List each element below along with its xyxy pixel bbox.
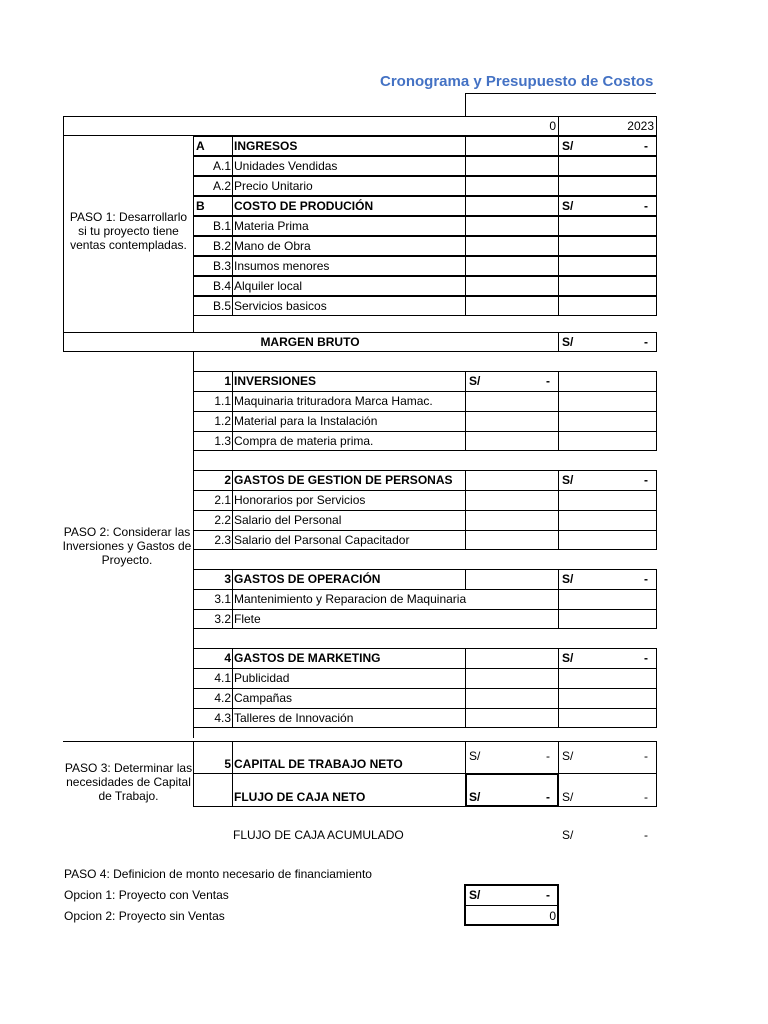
flujo-acumulado-label: FLUJO DE CAJA ACUMULADO [233, 828, 404, 842]
section-label: GASTOS DE GESTION DE PERSONAS [234, 473, 453, 487]
item-code: 2.2 [214, 513, 231, 527]
row-label: Mano de Obra [234, 239, 311, 253]
row-code: B.5 [212, 299, 231, 313]
item-code: 4.3 [214, 711, 231, 725]
item-code: 1.3 [214, 434, 231, 448]
capital-label: CAPITAL DE TRABAJO NETO [234, 757, 403, 771]
row-code: A.2 [212, 179, 231, 193]
item-label: Salario del Parsonal Capacitador [234, 533, 410, 547]
item-label: Talleres de Innovación [234, 711, 354, 725]
item-label: Campañas [234, 691, 293, 705]
section-code: 4 [224, 651, 231, 665]
item-code: 4.1 [214, 671, 231, 685]
row-total: S/ - [562, 139, 648, 153]
item-code: 2.3 [214, 533, 231, 547]
row-code: B.1 [212, 219, 231, 233]
section-code: 2 [224, 473, 231, 487]
section-total: S/ - [562, 572, 648, 586]
capital-value-2023: S/ - [562, 749, 648, 763]
section-label: GASTOS DE MARKETING [234, 651, 381, 665]
row-label: COSTO DE PRODUCIÓN [234, 199, 374, 213]
section-code: 3 [224, 572, 231, 586]
opcion2-value: 0 [549, 909, 556, 923]
item-label: Salario del Personal [234, 513, 342, 527]
row-label: Precio Unitario [234, 179, 313, 193]
item-label: Mantenimiento y Reparacion de Maquinaria [234, 592, 467, 606]
item-label: Compra de materia prima. [234, 434, 374, 448]
row-label: Alquiler local [234, 279, 303, 293]
opcion1-label: Opcion 1: Proyecto con Ventas [64, 888, 229, 902]
item-code: 1.2 [214, 414, 231, 428]
opcion1-value: S/ - [469, 888, 550, 902]
item-code: 4.2 [214, 691, 231, 705]
paso3-description: PASO 3: Determinar las necesidades de Capital de Trabajo. [64, 761, 193, 803]
section-label: INVERSIONES [234, 374, 317, 388]
row-code: A.1 [212, 159, 231, 173]
row-label: INGRESOS [234, 139, 298, 153]
row-code: A [196, 139, 205, 153]
item-label: Publicidad [234, 671, 290, 685]
section-total: S/ - [562, 651, 648, 665]
row-code: B.3 [212, 259, 231, 273]
flujo-value-0: S/ - [469, 790, 550, 804]
header-year: 2023 [627, 119, 654, 133]
paso1-description: PASO 1: Desarrollarlo si tu proyecto tiene ventas contempladas. [69, 210, 188, 252]
item-code: 3.1 [214, 592, 231, 606]
flujo-value-2023: S/ - [562, 790, 648, 804]
row-code: B.2 [212, 239, 231, 253]
item-label: Material para la Instalación [234, 414, 378, 428]
item-label: Maquinaria trituradora Marca Hamac. [234, 394, 433, 408]
row-label: Insumos menores [234, 259, 330, 273]
margen-bruto-label: MARGEN BRUTO [260, 335, 360, 349]
paso4-title: PASO 4: Definicion de monto necesario de financiamiento [64, 867, 372, 881]
row-label: Servicios basicos [234, 299, 327, 313]
row-label: Unidades Vendidas [234, 159, 338, 173]
section-total: S/ - [562, 473, 648, 487]
page-title: Cronograma y Presupuesto de Costos [380, 73, 654, 90]
header-col0: 0 [549, 119, 556, 133]
paso2-description: PASO 2: Considerar las Inversiones y Gastos de Proyecto. [62, 525, 192, 567]
row-code: B.4 [212, 279, 231, 293]
item-label: Honorarios por Servicios [234, 493, 366, 507]
flujo-label: FLUJO DE CAJA NETO [234, 790, 366, 804]
row-label: Materia Prima [234, 219, 309, 233]
section-code: 1 [224, 374, 231, 388]
margen-bruto-value: S/ - [562, 335, 648, 349]
section-label: GASTOS DE OPERACIÓN [234, 572, 381, 586]
capital-code: 5 [224, 757, 231, 771]
item-code: 3.2 [214, 612, 231, 626]
row-code: B [196, 199, 205, 213]
row-total: S/ - [562, 199, 648, 213]
opcion2-label: Opcion 2: Proyecto sin Ventas [64, 909, 225, 923]
flujo-acumulado-value: S/ - [562, 828, 648, 842]
capital-value-0: S/ - [469, 749, 550, 763]
item-code: 1.1 [214, 394, 231, 408]
item-code: 2.1 [214, 493, 231, 507]
section-total: S/ - [469, 374, 550, 388]
item-label: Flete [234, 612, 261, 626]
